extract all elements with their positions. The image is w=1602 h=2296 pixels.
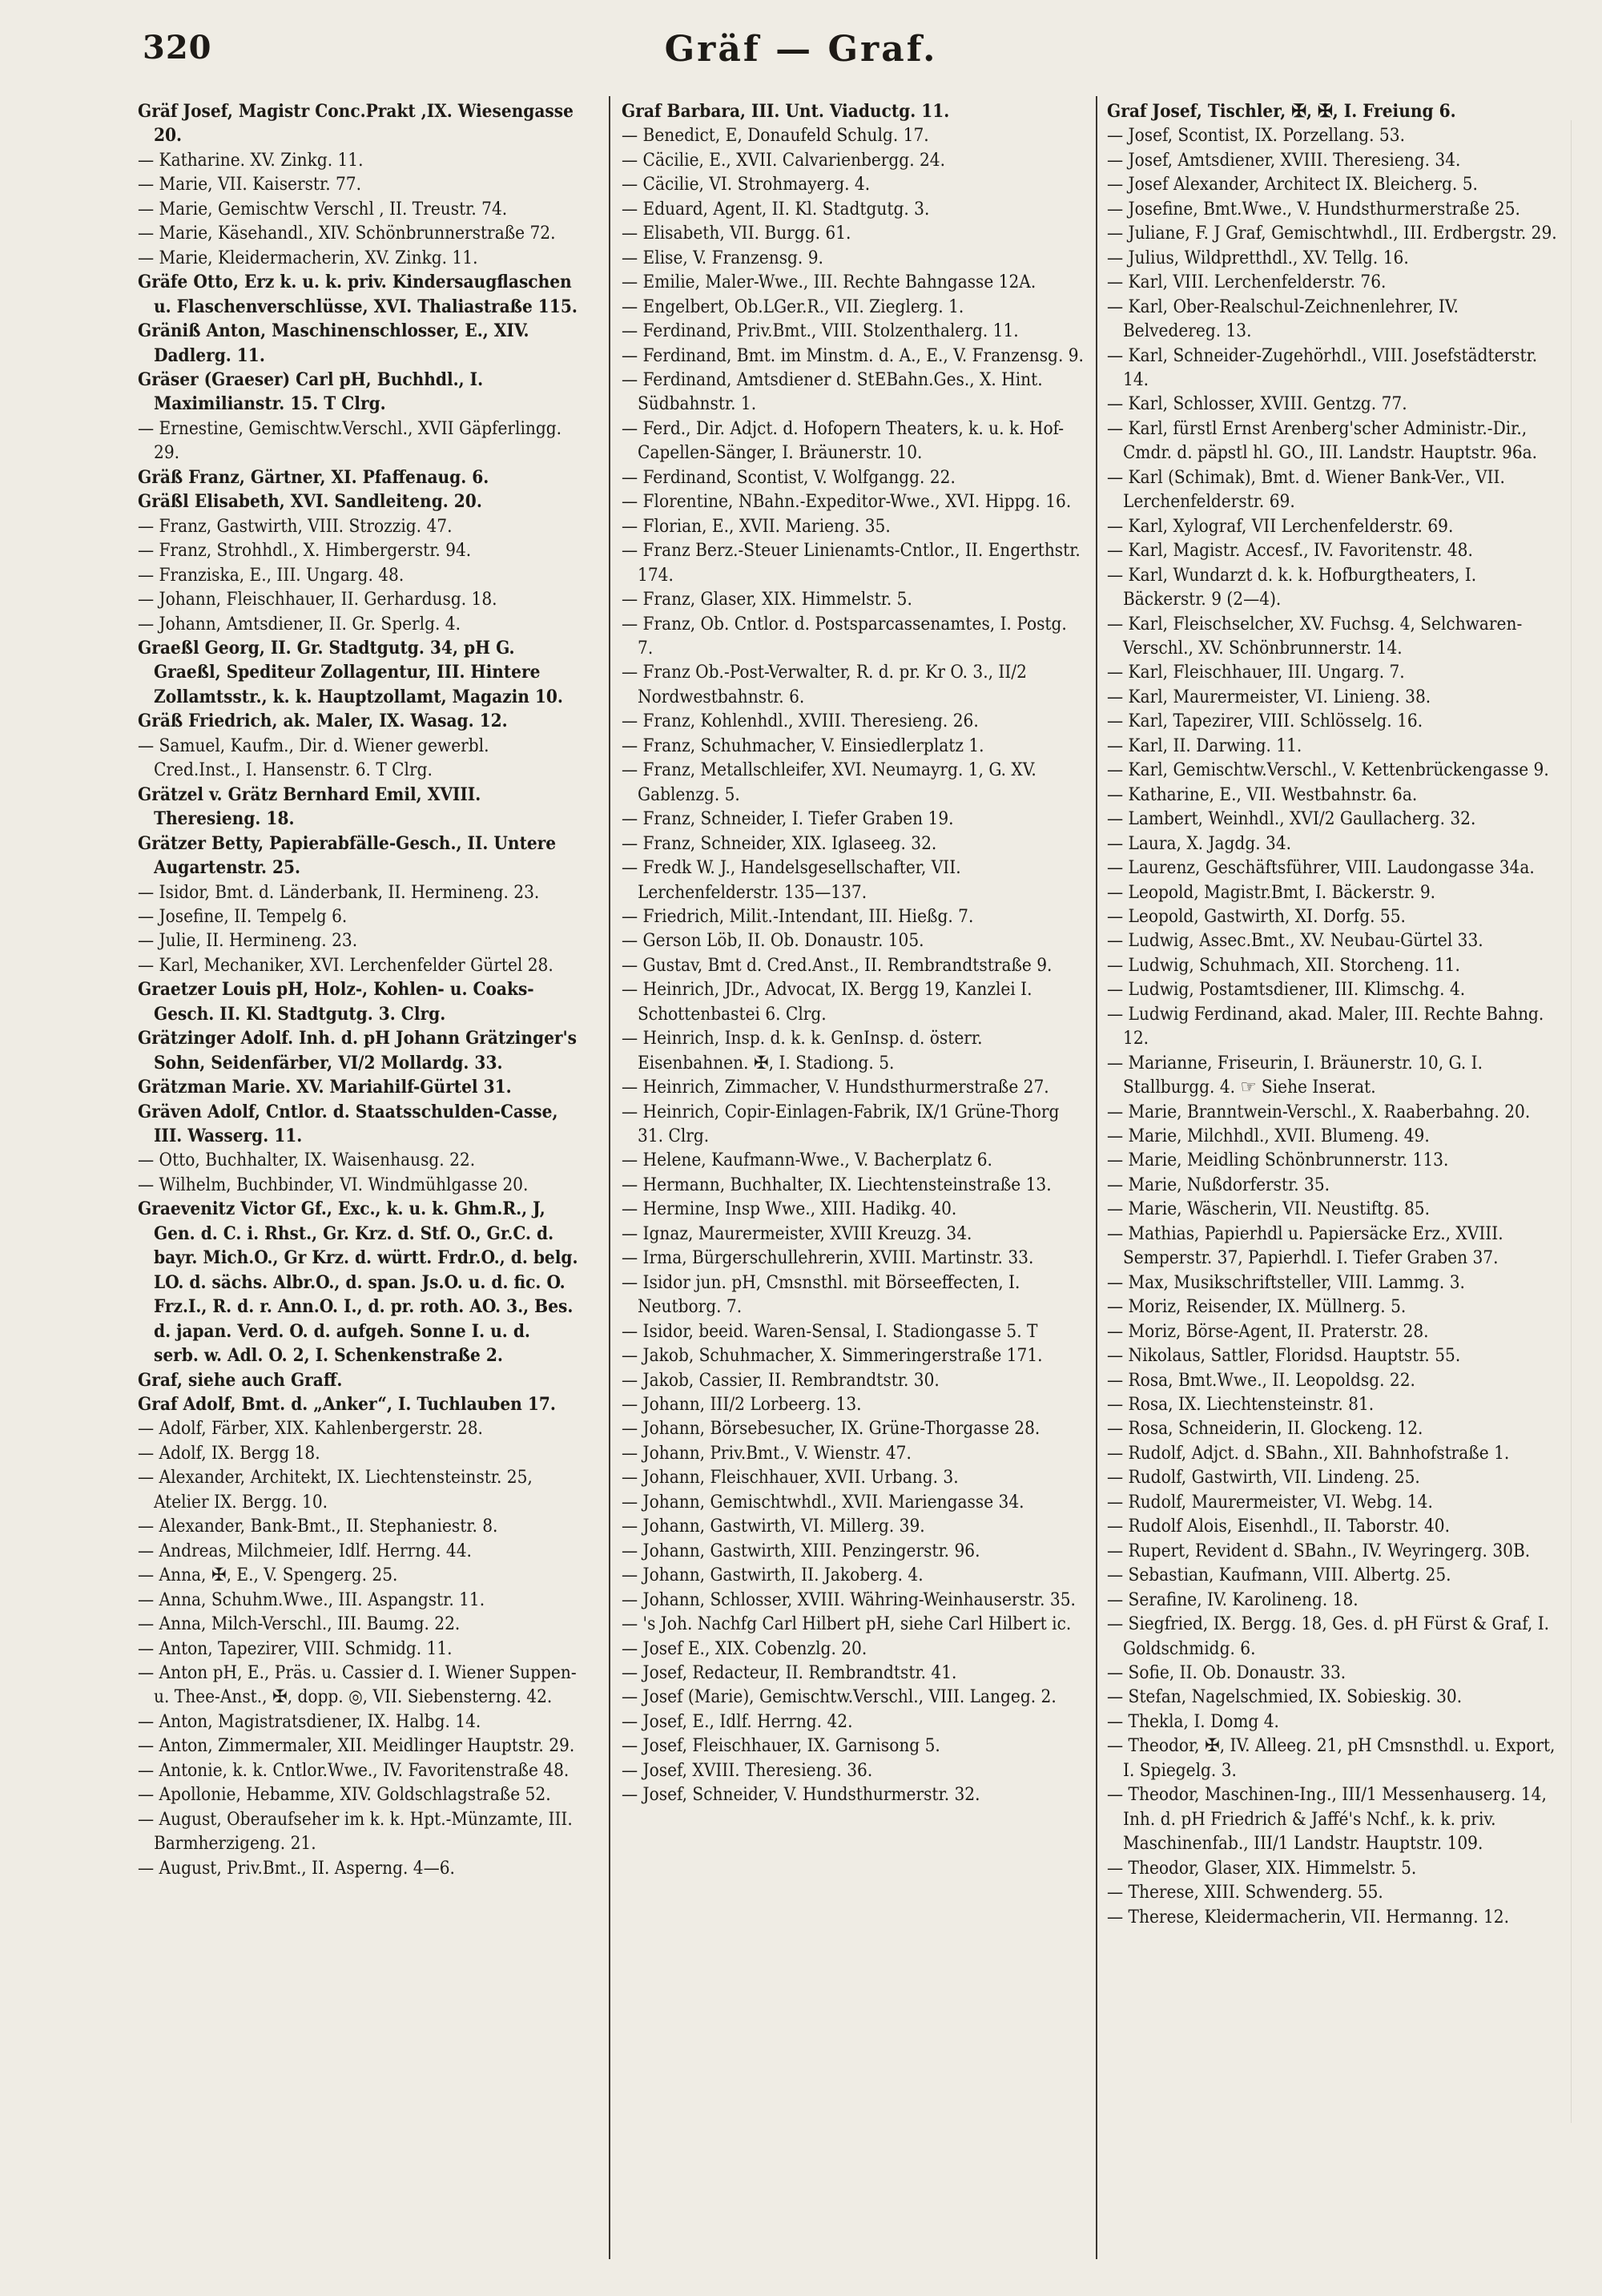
directory-entry: — Johann, Gastwirth, VI. Millerg. 39. xyxy=(622,1516,925,1537)
directory-entry: — Josef (Marie), Gemischtw.Verschl., VIII. Langeg. 2. xyxy=(622,1686,1057,1708)
directory-entry: — Rudolf, Adjct. d. SBahn., XII. Bahnhofstraße 1. xyxy=(1107,1442,1510,1464)
directory-entry: — Josef, XVIII. Theresieng. 36. xyxy=(622,1759,873,1781)
directory-entry: — Josef, E., Idlf. Herrng. 42. xyxy=(622,1710,853,1732)
directory-entry: — Florian, E., XVII. Marieng. 35. xyxy=(622,515,891,537)
directory-entry: — Josefine, II. Tempelg 6. xyxy=(138,905,348,927)
directory-entry: — Franz, Metallschleifer, XVI. Neumayrg. 1, G. XV. Gablenzg. 5. xyxy=(622,759,1036,805)
directory-entry: — Karl, Schneider-Zugehörhdl., VIII. Josefstädterstr. 14. xyxy=(1107,344,1538,390)
directory-entry: — Therese, Kleidermacherin, VII. Hermanng. 12. xyxy=(1107,1906,1510,1927)
adjacent-page-edge xyxy=(1571,120,1602,2123)
directory-entry: — Anton, Zimmermaler, XII. Meidlinger Hauptstr. 29. xyxy=(138,1735,575,1757)
directory-entry: — Rosa, IX. Liechtensteinstr. 81. xyxy=(1107,1394,1375,1416)
directory-entry: — Apollonie, Hebamme, XIV. Goldschlagstraße 52. xyxy=(138,1784,551,1806)
directory-entry: — Karl, VIII. Lerchenfelderstr. 76. xyxy=(1107,272,1387,293)
directory-entry: — Ludwig, Schuhmach, XII. Storcheng. 11. xyxy=(1107,954,1460,976)
directory-entry: — Franz, Ob. Cntlor. d. Postsparcassenamtes, I. Postg. 7. xyxy=(622,613,1067,659)
directory-entry: — Alexander, Architekt, IX. Liechtensteinstr. 25, Atelier IX. Bergg. 10. xyxy=(138,1467,533,1513)
directory-entry: — Hermann, Buchhalter, IX. Liechtensteinstraße 13. xyxy=(622,1174,1052,1195)
directory-entry: — Karl, Gemischtw.Verschl., V. Kettenbrückengasse 9. xyxy=(1107,759,1549,781)
directory-entry: — Katharine, E., VII. Westbahnstr. 6a. xyxy=(1107,783,1418,805)
directory-entry: — Stefan, Nagelschmied, IX. Sobieskig. 30. xyxy=(1107,1686,1463,1708)
directory-entry: — Karl, Maurermeister, VI. Linieng. 38. xyxy=(1107,686,1431,707)
column-rule xyxy=(1096,96,1097,2259)
directory-entry: — Anton pH, E., Präs. u. Cassier d. I. Wiener Suppen- u. Thee-Anst., ✠, dopp. ◎, VII. Siebensterng. 42. xyxy=(138,1662,577,1708)
directory-entry: — Franz, Schneider, I. Tiefer Graben 19. xyxy=(622,808,954,830)
directory-entry: — Marie, Branntwein-Verschl., X. Raaberbahng. 20. xyxy=(1107,1101,1531,1122)
directory-entry: — Isidor, beeid. Waren-Sensal, I. Stadiongasse 5. T xyxy=(622,1320,1038,1342)
directory-entry: — Cäcilie, VI. Strohmayerg. 4. xyxy=(622,174,871,195)
directory-entry: — Marie, Gemischtw Verschl , II. Treustr. 74. xyxy=(138,198,508,220)
directory-entry: — Karl, Mechaniker, XVI. Lerchenfelder Gürtel 28. xyxy=(138,954,553,976)
directory-entry: — Karl, Xylograf, VII Lerchenfelderstr. 69. xyxy=(1107,515,1454,537)
directory-entry: — Serafine, IV. Karolineng. 18. xyxy=(1107,1589,1358,1610)
directory-entry: — Josef, Fleischhauer, IX. Garnisong 5. xyxy=(622,1735,940,1757)
directory-entry: — Karl, Schlosser, XVIII. Gentzg. 77. xyxy=(1107,393,1407,415)
directory-entry: — Johann, Fleischhauer, XVII. Urbang. 3. xyxy=(622,1467,959,1488)
directory-entry: — Karl, II. Darwing. 11. xyxy=(1107,735,1302,756)
directory-entry: Graf Adolf, Bmt. d. „Anker“, I. Tuchlauben 17. xyxy=(138,1394,556,1416)
directory-entry: — Franz, Strohhdl., X. Himbergerstr. 94. xyxy=(138,540,472,562)
directory-entry: — Anton, Magistratsdiener, IX. Halbg. 14. xyxy=(138,1710,481,1732)
directory-entry: — Anton, Tapezirer, VIII. Schmidg. 11. xyxy=(138,1637,453,1659)
directory-entry: — Andreas, Milchmeier, Idlf. Herrng. 44. xyxy=(138,1540,472,1561)
directory-entry: — Julius, Wildpretthdl., XV. Tellg. 16. xyxy=(1107,247,1409,268)
directory-entry: — Therese, XIII. Schwenderg. 55. xyxy=(1107,1882,1383,1903)
directory-entry: — Leopold, Gastwirth, XI. Dorfg. 55. xyxy=(1107,905,1406,927)
directory-entry: — Johann, Schlosser, XVIII. Währing-Weinhauserstr. 35. xyxy=(622,1589,1076,1610)
directory-entry: — Johann, Börsebesucher, IX. Grüne-Thorgasse 28. xyxy=(622,1418,1040,1440)
directory-entry: — Ignaz, Maurermeister, XVIII Kreuzg. 34. xyxy=(622,1223,972,1244)
directory-entry: — Ferdinand, Bmt. im Minstm. d. A., E., V. Franzensg. 9. xyxy=(622,344,1084,366)
directory-entry: — Adolf, IX. Bergg 18. xyxy=(138,1442,320,1464)
directory-entry: Gräßl Elisabeth, XVI. Sandleiteng. 20. xyxy=(138,491,482,513)
column-1 xyxy=(138,99,580,1880)
directory-entry: — Marie, Käsehandl., XIV. Schönbrunnerstraße 72. xyxy=(138,223,556,244)
directory-entry: — Sofie, II. Ob. Donaustr. 33. xyxy=(1107,1662,1346,1683)
directory-entry: — Karl, Magistr. Accesf., IV. Favoritenstr. 48. xyxy=(1107,540,1473,562)
directory-entry: — Helene, Kaufmann-Wwe., V. Bacherplatz 6. xyxy=(622,1150,992,1171)
directory-entry: — Elise, V. Franzensg. 9. xyxy=(622,247,823,268)
directory-entry: — 's Joh. Nachfg Carl Hilbert pH, siehe Carl Hilbert ic. xyxy=(622,1613,1072,1635)
directory-entry: — Karl (Schimak), Bmt. d. Wiener Bank-Ver., VII. Lerchenfelderstr. 69. xyxy=(1107,466,1505,513)
directory-entry: — Alexander, Bank-Bmt., II. Stephaniestr. 8. xyxy=(138,1516,498,1537)
directory-entry: — Franziska, E., III. Ungarg. 48. xyxy=(138,564,405,586)
directory-entry: — Josef E., XIX. Cobenzlg. 20. xyxy=(622,1637,867,1659)
directory-entry: — Jakob, Cassier, II. Rembrandtstr. 30. xyxy=(622,1369,940,1391)
directory-entry: Graeßl Georg, II. Gr. Stadtgutg. 34, pH G. Graeßl, Spediteur Zollagentur, III. Hintere Zollamtsstr., k. k. Hauptzollamt, Magazin 10. xyxy=(138,637,563,707)
directory-entry: Gräniß Anton, Maschinenschlosser, E., XIV. Dadlerg. 11. xyxy=(138,320,529,366)
directory-entry: Graevenitz Victor Gf., Exc., k. u. k. Ghm.R., J, Gen. d. C. i. Rhst., Gr. Krz. d. Stf. O., Gr.C. d. bayr. Mich.O., Gr Krz. d. württ. Frdr.O., d. belg. LO. d. sächs. Albr.O., d. span. Js.O. u. d. fic. O. Frz.I., R. d. r. Ann.O. I., d. pr. roth. AO. 3., Bes. d. japan. Verd. O. d. aufgeh. Sonne I. u. d. serb. w. Adl. O. 2, I. Schenkenstraße 2. xyxy=(138,1198,578,1367)
directory-entry: — Eduard, Agent, II. Kl. Stadtgutg. 3. xyxy=(622,198,930,220)
directory-entry: — Theodor, Glaser, XIX. Himmelstr. 5. xyxy=(1107,1857,1417,1879)
directory-entry: — August, Oberaufseher im k. k. Hpt.-Münzamte, III. Barmherzigeng. 21. xyxy=(138,1808,573,1855)
directory-entry: — Josef, Scontist, IX. Porzellang. 53. xyxy=(1107,125,1405,147)
directory-entry: — Ludwig Ferdinand, akad. Maler, III. Rechte Bahng. 12. xyxy=(1107,1003,1544,1049)
directory-entry: Gräser (Graeser) Carl pH, Buchhdl., I. Maximilianstr. 15. T Clrg. xyxy=(138,369,484,415)
directory-entry: Gräf Josef, Magistr Conc.Prakt ,IX. Wiesengasse 20. xyxy=(138,101,574,147)
directory-entry: — Franz, Schuhmacher, V. Einsiedlerplatz 1. xyxy=(622,735,984,756)
running-head: Gräf — Graf. xyxy=(664,29,938,70)
directory-entry: — Rudolf, Maurermeister, VI. Webg. 14. xyxy=(1107,1491,1433,1513)
directory-entry: — Jakob, Schuhmacher, X. Simmeringerstraße 171. xyxy=(622,1345,1043,1367)
directory-entry: — Marianne, Friseurin, I. Bräunerstr. 10, G. I. Stallburgg. 4. ☞ Siehe Inserat. xyxy=(1107,1052,1483,1098)
directory-entry: — Rosa, Bmt.Wwe., II. Leopoldsg. 22. xyxy=(1107,1369,1415,1391)
directory-entry: — Ferd., Dir. Adjct. d. Hofopern Theaters, k. u. k. Hof-Capellen-Sänger, I. Bräunerstr. 10. xyxy=(622,417,1065,464)
directory-entry: — Adolf, Färber, XIX. Kahlenbergerstr. 28. xyxy=(138,1418,483,1440)
directory-entry: — Mathias, Papierhdl u. Papiersäcke Erz., XVIII. Semperstr. 37, Papierhdl. I. Tiefer Graben 37. xyxy=(1107,1223,1503,1269)
directory-entry: — Josef Alexander, Architect IX. Bleicherg. 5. xyxy=(1107,174,1478,195)
directory-entry: — Marie, Kleidermacherin, XV. Zinkg. 11. xyxy=(138,247,478,268)
column-3 xyxy=(1107,99,1560,1929)
directory-entry: — Rupert, Revident d. SBahn., IV. Weyringerg. 30B. xyxy=(1107,1540,1531,1561)
directory-entry: — Rudolf Alois, Eisenhdl., II. Taborstr. 40. xyxy=(1107,1516,1451,1537)
column-2 xyxy=(622,99,1085,1807)
directory-entry: — Marie, Nußdorferstr. 35. xyxy=(1107,1174,1330,1195)
directory-entry: — Rosa, Schneiderin, II. Glockeng. 12. xyxy=(1107,1418,1423,1440)
directory-entry: — Josef, Amtsdiener, XVIII. Theresieng. 34. xyxy=(1107,149,1461,171)
directory-entry: — Josef, Schneider, V. Hundsthurmerstr. 32. xyxy=(622,1784,980,1806)
directory-entry: Grätzer Betty, Papierabfälle-Gesch., II. Untere Augartenstr. 25. xyxy=(138,832,557,879)
directory-entry: — Wilhelm, Buchbinder, VI. Windmühlgasse 20. xyxy=(138,1174,529,1195)
directory-entry: — Florentine, NBahn.-Expeditor-Wwe., XVI. Hippg. 16. xyxy=(622,491,1072,513)
directory-entry: — Karl, Ober-Realschul-Zeichnenlehrer, IV. Belvedereg. 13. xyxy=(1107,296,1459,342)
directory-entry: — Karl, Wundarzt d. k. k. Hofburgtheaters, I. Bäckerstr. 9 (2—4). xyxy=(1107,564,1477,610)
directory-entry: — Otto, Buchhalter, IX. Waisenhausg. 22. xyxy=(138,1150,476,1171)
directory-entry: — Samuel, Kaufm., Dir. d. Wiener gewerbl. Cred.Inst., I. Hansenstr. 6. T Clrg. xyxy=(138,735,489,781)
directory-entry: Gräß Franz, Gärtner, XI. Pfaffenaug. 6. xyxy=(138,466,489,488)
directory-entry: Gräß Friedrich, ak. Maler, IX. Wasag. 12. xyxy=(138,711,508,732)
directory-entry: Graf Josef, Tischler, ✠, ✠, I. Freiung 6. xyxy=(1107,101,1456,122)
directory-entry: — Johann, III/2 Lorbeerg. 13. xyxy=(622,1394,862,1416)
directory-entry: — Isidor, Bmt. d. Länderbank, II. Hermineng. 23. xyxy=(138,881,540,903)
directory-entry: — Emilie, Maler-Wwe., III. Rechte Bahngasse 12A. xyxy=(622,272,1036,293)
directory-entry: — Gustav, Bmt d. Cred.Anst., II. Rembrandtstraße 9. xyxy=(622,954,1053,976)
directory-entry: Gräfe Otto, Erz k. u. k. priv. Kindersaugflaschen u. Flaschenverschlüsse, XVI. Thaliastraße 115. xyxy=(138,272,578,317)
directory-entry: — Franz, Glaser, XIX. Himmelstr. 5. xyxy=(622,589,912,610)
directory-entry: — Ferdinand, Amtsdiener d. StEBahn.Ges., X. Hint. Südbahnstr. 1. xyxy=(622,369,1043,415)
directory-entry: — Theodor, ✠, IV. Alleeg. 21, pH Cmsnsthdl. u. Export, I. Spiegelg. 3. xyxy=(1107,1735,1556,1781)
directory-entry: — Johann, Gastwirth, II. Jakoberg. 4. xyxy=(622,1565,924,1586)
directory-entry: — Lambert, Weinhdl., XVI/2 Gaullacherg. 32. xyxy=(1107,808,1476,830)
directory-entry: Grätzman Marie. XV. Mariahilf-Gürtel 31. xyxy=(138,1077,512,1098)
directory-entry: — Engelbert, Ob.LGer.R., VII. Zieglerg. 1. xyxy=(622,296,964,317)
directory-entry: Graetzer Louis pH, Holz-, Kohlen- u. Coaks-Gesch. II. Kl. Stadtgutg. 3. Clrg. xyxy=(138,979,534,1025)
directory-entry: — Gerson Löb, II. Ob. Donaustr. 105. xyxy=(622,930,924,952)
directory-entry: — Elisabeth, VII. Burgg. 61. xyxy=(622,223,851,244)
directory-entry: — Marie, Meidling Schönbrunnerstr. 113. xyxy=(1107,1150,1449,1171)
directory-entry: — Karl, fürstl Ernst Arenberg'scher Administr.-Dir., Cmdr. d. päpstl hl. GO., III. Landstr. Hauptstr. 96a. xyxy=(1107,417,1538,464)
directory-entry: — Julie, II. Hermineng. 23. xyxy=(138,930,358,952)
directory-entry: — Friedrich, Milit.-Intendant, III. Hießg. 7. xyxy=(622,905,974,927)
directory-entry: — Franz, Kohlenhdl., XVIII. Theresieng. 26. xyxy=(622,711,979,732)
directory-entry: — Benedict, E, Donaufeld Schulg. 17. xyxy=(622,125,929,147)
directory-entry: Graf Barbara, III. Unt. Viaductg. 11. xyxy=(622,101,950,122)
directory-entry: — Siegfried, IX. Bergg. 18, Ges. d. pH Fürst & Graf, I. Goldschmidg. 6. xyxy=(1107,1613,1550,1659)
directory-entry: — Karl, Fleischselcher, XV. Fuchsg. 4, Selchwaren-Verschl., XV. Schönbrunnerstr. 14. xyxy=(1107,613,1523,659)
directory-entry: — Ernestine, Gemischtw.Verschl., XVII Gäpferlingg. 29. xyxy=(138,417,562,464)
directory-entry: Grätzel v. Grätz Bernhard Emil, XVIII. Theresieng. 18. xyxy=(138,783,481,830)
directory-entry: Gräven Adolf, Cntlor. d. Staatsschulden-Casse, III. Wasserg. 11. xyxy=(138,1101,558,1147)
directory-entry: — Johann, Amtsdiener, II. Gr. Sperlg. 4. xyxy=(138,613,461,634)
directory-entry: Graf, siehe auch Graff. xyxy=(138,1369,343,1391)
directory-entry: — Katharine. XV. Zinkg. 11. xyxy=(138,149,364,171)
directory-entry: — Leopold, Magistr.Bmt, I. Bäckerstr. 9. xyxy=(1107,881,1436,903)
directory-entry: — Johann, Gemischtwhdl., XVII. Mariengasse 34. xyxy=(622,1491,1024,1513)
directory-entry: — Juliane, F. J Graf, Gemischtwhdl., III. Erdbergstr. 29. xyxy=(1107,223,1557,244)
directory-entry: Grätzinger Adolf. Inh. d. pH Johann Grätzinger's Sohn, Seidenfärber, VI/2 Mollardg. 33. xyxy=(138,1028,578,1073)
directory-entry: — Franz, Schneider, XIX. Iglaseeg. 32. xyxy=(622,832,937,854)
directory-entry: — Karl, Tapezirer, VIII. Schlösselg. 16. xyxy=(1107,711,1423,732)
directory-entry: — August, Priv.Bmt., II. Asperng. 4—6. xyxy=(138,1857,455,1879)
directory-entry: — Laura, X. Jagdg. 34. xyxy=(1107,832,1292,854)
directory-entry: — Cäcilie, E., XVII. Calvarienbergg. 24. xyxy=(622,149,946,171)
directory-entry: — Johann, Priv.Bmt., V. Wienstr. 47. xyxy=(622,1442,912,1464)
directory-entry: — Ludwig, Postamtsdiener, III. Klimschg. 4. xyxy=(1107,979,1466,1001)
directory-entry: — Anna, Schuhm.Wwe., III. Aspangstr. 11. xyxy=(138,1589,485,1610)
directory-entry: — Franz Ob.-Post-Verwalter, R. d. pr. Kr O. 3., II/2 Nordwestbahnstr. 6. xyxy=(622,662,1027,707)
directory-entry: — Ludwig, Assec.Bmt., XV. Neubau-Gürtel 33. xyxy=(1107,930,1483,952)
directory-entry: — Sebastian, Kaufmann, VIII. Albertg. 25. xyxy=(1107,1565,1451,1586)
directory-entry: — Josef, Redacteur, II. Rembrandtstr. 41. xyxy=(622,1662,957,1683)
directory-entry: — Heinrich, Insp. d. k. k. GenInsp. d. österr. Eisenbahnen. ✠, I. Stadiong. 5. xyxy=(622,1028,983,1073)
page-number: 320 xyxy=(143,29,212,66)
page-header xyxy=(0,29,1602,85)
directory-entry: — Heinrich, Copir-Einlagen-Fabrik, IX/1 Grüne-Thorg 31. Clrg. xyxy=(622,1101,1060,1147)
directory-entry: — Hermine, Insp Wwe., XIII. Hadikg. 40. xyxy=(622,1198,957,1220)
directory-entry: — Josefine, Bmt.Wwe., V. Hundsthurmerstraße 25. xyxy=(1107,198,1520,220)
directory-entry: — Moriz, Reisender, IX. Müllnerg. 5. xyxy=(1107,1296,1407,1318)
directory-entry: — Fredk W. J., Handelsgesellschafter, VII. Lerchenfelderstr. 135—137. xyxy=(622,857,961,903)
directory-entry: — Johann, Gastwirth, XIII. Penzingerstr. 96. xyxy=(622,1540,980,1561)
directory-entry: — Antonie, k. k. Cntlor.Wwe., IV. Favoritenstraße 48. xyxy=(138,1759,570,1781)
directory-entry: — Theodor, Maschinen-Ing., III/1 Messenhauserg. 14, Inh. d. pH Friedrich & Jaffé's Nchf., k. k. priv. Maschinenfab., III/1 Landstr. Hauptstr. 109. xyxy=(1107,1784,1547,1855)
directory-entry: — Isidor jun. pH, Cmsnsthl. mit Börseeffecten, I. Neutborg. 7. xyxy=(622,1271,1020,1318)
directory-entry: — Max, Musikschriftsteller, VIII. Lammg. 3. xyxy=(1107,1271,1465,1293)
directory-entry: — Moriz, Börse-Agent, II. Praterstr. 28. xyxy=(1107,1320,1429,1342)
directory-entry: — Rudolf, Gastwirth, VII. Lindeng. 25. xyxy=(1107,1467,1420,1488)
directory-entry: — Laurenz, Geschäftsführer, VIII. Laudongasse 34a. xyxy=(1107,857,1535,879)
directory-entry: — Franz Berz.-Steuer Linienamts-Cntlor., II. Engerthstr. 174. xyxy=(622,540,1081,586)
directory-entry: — Marie, VII. Kaiserstr. 77. xyxy=(138,174,362,195)
directory-entry: — Ferdinand, Priv.Bmt., VIII. Stolzenthalerg. 11. xyxy=(622,320,1019,342)
directory-entry: — Marie, Wäscherin, VII. Neustiftg. 85. xyxy=(1107,1198,1430,1220)
directory-entry: — Anna, Milch-Verschl., III. Baumg. 22. xyxy=(138,1613,461,1635)
directory-entry: — Franz, Gastwirth, VIII. Strozzig. 47. xyxy=(138,515,453,537)
directory-entry: — Thekla, I. Domg 4. xyxy=(1107,1710,1279,1732)
directory-entry: — Irma, Bürgerschullehrerin, XVIII. Martinstr. 33. xyxy=(622,1247,1034,1269)
directory-entry: — Johann, Fleischhauer, II. Gerhardusg. 18. xyxy=(138,589,497,610)
directory-entry: — Heinrich, JDr., Advocat, IX. Bergg 19, Kanzlei I. Schottenbastei 6. Clrg. xyxy=(622,979,1032,1025)
directory-entry: — Karl, Fleischhauer, III. Ungarg. 7. xyxy=(1107,662,1405,683)
directory-entry: — Marie, Milchhdl., XVII. Blumeng. 49. xyxy=(1107,1126,1430,1147)
directory-entry: — Nikolaus, Sattler, Floridsd. Hauptstr. 55. xyxy=(1107,1345,1461,1367)
directory-entry: — Anna, ✠, E., V. Spengerg. 25. xyxy=(138,1565,398,1586)
directory-entry: — Ferdinand, Scontist, V. Wolfgangg. 22. xyxy=(622,466,956,488)
column-rule xyxy=(609,96,610,2259)
directory-entry: — Heinrich, Zimmacher, V. Hundsthurmerstraße 27. xyxy=(622,1077,1049,1098)
